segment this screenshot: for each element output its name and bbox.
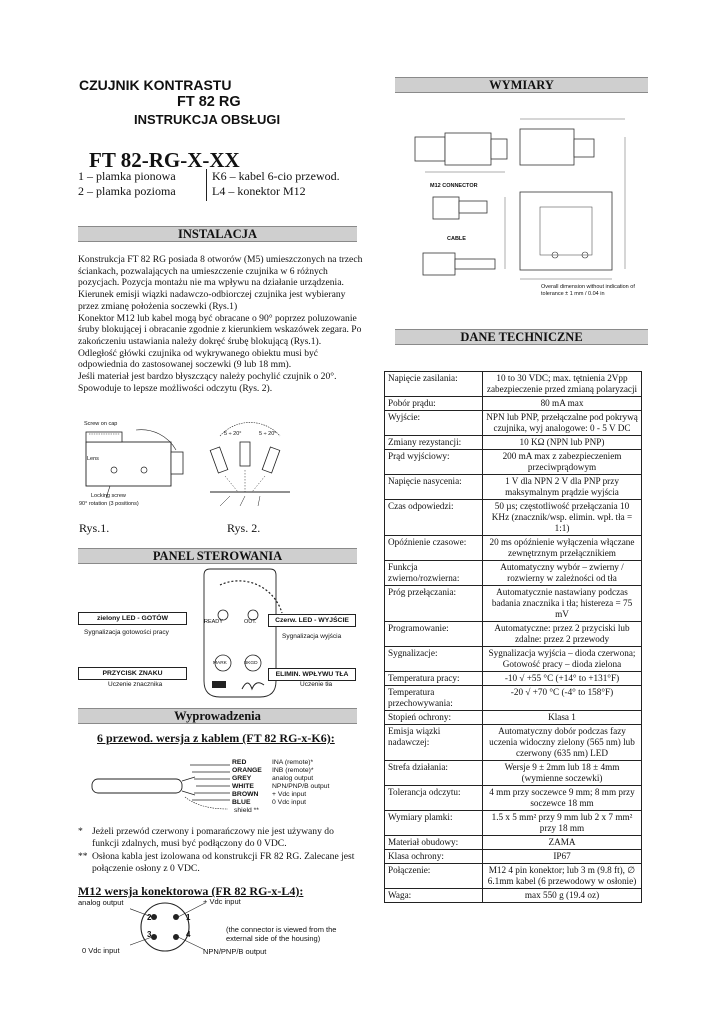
doc-title-2: FT 82 RG — [177, 94, 241, 110]
rys1-caption: Rys.1. — [79, 521, 110, 535]
instalacja-p1: Konstrukcja FT 82 RG posiada 8 otworów (M5) umieszczonych na trzech ściankach, pozwalających na umieszczenie czujnika w 6 różnych pozycjach. Pozycja montażu nie ma wpływu na działanie urządzenia. — [78, 254, 363, 289]
note-mark: * — [78, 826, 83, 837]
spec-value: 10 KΩ (NPN lub PNP) — [483, 436, 642, 450]
spec-table — [384, 371, 642, 903]
spec-label: Emisja wiązki nadawczej: — [385, 725, 483, 761]
spec-row — [385, 811, 642, 836]
section-instalacja: INSTALACJA — [78, 226, 357, 242]
rys2-angle-2: 5 ÷ 20° — [259, 431, 277, 437]
wire-function: + Vdc input — [272, 791, 307, 798]
rys1-lens-label: Lens — [87, 456, 99, 462]
spec-label: Czas odpowiedzi: — [385, 500, 483, 536]
rys1-rot-label: 90° rotation (3 positions) — [79, 501, 139, 507]
pin-1-label: 1 — [186, 913, 191, 922]
spec-row — [385, 436, 642, 450]
green-led-box: zielony LED - GOTÓW — [78, 612, 187, 625]
spec-label: Połączenie: — [385, 864, 483, 889]
spec-value: M12 4 pin konektor; lub 3 m (9.8 ft), ∅ 6.1mm kabel (6 przewodowy w osłonie) — [483, 864, 642, 889]
spec-row — [385, 711, 642, 725]
cable-heading: 6 przewod. wersja z kablem (FT 82 RG-x-K6): — [97, 731, 335, 745]
instalacja-p4: Odległość główki czujnika od wykrywanego obiektu musi być odpowiednia do zastosowanej soczewki (9 lub 18 mm). — [78, 347, 319, 371]
doc-title-3: INSTRUKCJA OBSŁUGI — [134, 112, 281, 127]
spec-row — [385, 372, 642, 397]
spec-value: Automatyczne: przez 2 przyciski lub zdalne: przez 2 przewody — [483, 622, 642, 647]
wire-row-white — [232, 783, 329, 791]
spec-label: Opóźnienie czasowe: — [385, 536, 483, 561]
spec-row — [385, 450, 642, 475]
spec-value: Klasa 1 — [483, 711, 642, 725]
spec-row — [385, 761, 642, 786]
spec-label: Zmiany rezystancji: — [385, 436, 483, 450]
variant-right-2: L4 – konektor M12 — [212, 184, 306, 198]
spec-value: 200 mA max z zabezpieczeniem przeciwprądowym — [483, 450, 642, 475]
spec-row — [385, 672, 642, 686]
section-dane: DANE TECHNICZNE — [395, 329, 648, 345]
instalacja-p5: Jeśli materiał jest bardzo błyszczący należy pochylić czujnik o 20°. Spowoduje to lepsze możliwości odczytu (Rys. 2). — [78, 371, 337, 394]
m12-zero-label: 0 Vdc input — [82, 946, 120, 955]
spec-value: 10 to 30 VDC; max. tętnienia 2Vpp zabezpieczenie przed zmianą polaryzacji — [483, 372, 642, 397]
cable-note-1 — [78, 826, 360, 849]
elim-desc: Uczenie tła — [300, 681, 333, 688]
spec-row — [385, 836, 642, 850]
m12-connector-label: M12 CONNECTOR — [430, 183, 478, 189]
model-code: FT 82-RG-X-XX — [89, 148, 240, 172]
tolerance-note: Overall dimension without indication of tolerance ± 1 mm / 0.04 in — [541, 284, 635, 297]
section-wymiary: WYMIARY — [395, 77, 648, 93]
spec-value: IP67 — [483, 850, 642, 864]
m12-analog-label: analog output — [78, 898, 124, 907]
spec-label: Napięcie nasycenia: — [385, 475, 483, 500]
pin-3-label: 3 — [147, 930, 152, 939]
spec-label: Napięcie zasilania: — [385, 372, 483, 397]
m12-note: (the connector is viewed from the external side of the housing) — [226, 925, 337, 943]
spec-value: 1 V dla NPN 2 V dla PNP przy maksymalnym prądzie wyjścia — [483, 475, 642, 500]
mark-key-desc: Uczenie znacznika — [108, 681, 163, 688]
spec-value: 4 mm przy soczewce 9 mm; 8 mm przy soczewce 18 mm — [483, 786, 642, 811]
wire-function: 0 Vdc input — [272, 799, 307, 806]
spec-label: Materiał obudowy: — [385, 836, 483, 850]
spec-label: Funkcja zwierno/rozwierna: — [385, 561, 483, 586]
instalacja-p2: Kierunek emisji wiązki nadawczo-odbiorczej czujnika jest wybierany przez zmianę położenia soczewki (Rys.1) — [78, 289, 346, 312]
m12-npn-label: NPN/PNP/B output — [203, 947, 267, 956]
wire-list — [232, 759, 329, 815]
spec-value: Automatycznie nastawiany podczas badania znacznika i tła; histereza = 75 mV — [483, 586, 642, 622]
variant-right — [206, 169, 340, 201]
dimension-drawing — [395, 97, 650, 307]
variant-right-1: K6 – kabel 6-cio przewod. — [212, 169, 340, 183]
wire-row-brown — [232, 791, 329, 799]
variant-left-2: 2 – plamka pozioma — [78, 184, 176, 198]
cable-note-2 — [78, 851, 360, 874]
spec-row — [385, 536, 642, 561]
spec-value: ZAMA — [483, 836, 642, 850]
note-text: Jeżeli przewód czerwony i pomarańczowy nie jest używany do funkcji zdalnych, musi być podłączony do 0 VDC. — [92, 826, 334, 849]
spec-row — [385, 411, 642, 436]
m12-vdc-label: + Vdc input — [203, 897, 241, 906]
spec-row — [385, 561, 642, 586]
variant-left-1: 1 – plamka pionowa — [78, 169, 176, 183]
wire-color: ORANGE — [232, 767, 262, 774]
rys2-angle-1: 5 ÷ 20° — [224, 431, 242, 437]
spec-label: Temperatura przechowywania: — [385, 686, 483, 711]
ready-label: READY — [204, 619, 223, 625]
spec-value: NPN lub PNP, przełączalne pod pokrywą czujnika, wyj analogowe: 0 - 5 V DC — [483, 411, 642, 436]
red-led-desc: Sygnalizacja wyjścia — [282, 633, 342, 640]
wire-color: BROWN — [232, 791, 259, 798]
wire-row-grey — [232, 775, 329, 783]
red-led-box: Czerw. LED - WYJŚCIE — [268, 614, 356, 627]
wire-color: GREY — [232, 775, 252, 782]
spec-value: Sygnalizacja wyjścia – dioda czerwona; Gotowość pracy – dioda zielona — [483, 647, 642, 672]
spec-label: Stopień ochrony: — [385, 711, 483, 725]
spec-row — [385, 397, 642, 411]
wire-color: BLUE — [232, 799, 251, 806]
spec-row — [385, 586, 642, 622]
m12-connector-drawing — [130, 900, 210, 960]
spec-row — [385, 850, 642, 864]
out-label: OUT. — [244, 619, 257, 625]
spec-value: Automatyczny dobór podczas fazy uczenia widoczny zielony (565 nm) lub czerwony (635 nm) LED — [483, 725, 642, 761]
spec-value: -20 √ +70 °C (-4° to 158°F) — [483, 686, 642, 711]
spec-value: 50 µs; częstotliwość przełączania 10 KHz (znacznik/wsp. elimin. wpł. tła = 1:1) — [483, 500, 642, 536]
spec-label: Sygnalizacje: — [385, 647, 483, 672]
spec-row — [385, 475, 642, 500]
shield-label: shield ** — [234, 807, 259, 814]
spec-label: Tolerancja odczytu: — [385, 786, 483, 811]
rys1-lock-label: Locking screw — [91, 493, 126, 499]
spec-value: -10 √ +55 °C (+14° to +131°F) — [483, 672, 642, 686]
spec-label: Strefa działania: — [385, 761, 483, 786]
spec-row — [385, 889, 642, 903]
wire-row-orange — [232, 767, 329, 775]
wire-color: RED — [232, 759, 247, 766]
spec-value: 20 ms opóźnienie wyłączenia włączane zewnętrznym przełącznikiem — [483, 536, 642, 561]
wire-row-blue — [232, 799, 329, 807]
pin-4-label: 4 — [186, 930, 191, 939]
spec-label: Temperatura pracy: — [385, 672, 483, 686]
green-led-desc: Sygnalizacja gotowości pracy — [84, 629, 169, 636]
cable-label: CABLE — [447, 236, 466, 242]
wire-function: analog output — [272, 775, 314, 782]
variant-left — [78, 169, 207, 201]
mark-key-box: PRZYCISK ZNAKU — [78, 667, 187, 680]
sensor-body-drawing — [86, 442, 171, 486]
spec-label: Wyjście: — [385, 411, 483, 436]
spec-row — [385, 686, 642, 711]
spec-label: Waga: — [385, 889, 483, 903]
wire-function: INA (remote)* — [272, 759, 314, 766]
spec-value: Automatyczny wybór – zwierny / rozwierny w zależności od tła — [483, 561, 642, 586]
m12-heading: M12 wersja konektorowa (FR 82 RG-x-L4): — [78, 884, 304, 898]
spec-row — [385, 647, 642, 672]
wire-function: INB (remote)* — [272, 767, 314, 774]
spec-label: Wymiary plamki: — [385, 811, 483, 836]
rys2-caption: Rys. 2. — [227, 521, 261, 535]
rys1-screw-label: Screw on cap — [84, 421, 118, 427]
spec-row — [385, 622, 642, 647]
control-panel-drawing — [190, 565, 290, 705]
note-text: Osłona kabla jest izolowana od konstrukcji FR 82 RG. Zalecane jest połączenie osłony z 0 VDC. — [92, 851, 355, 874]
mark-symbol-icon — [212, 681, 226, 688]
spec-label: Programowanie: — [385, 622, 483, 647]
mark-label: MARK — [213, 661, 227, 666]
bkgd-label: BKGD — [244, 661, 258, 666]
wire-function: NPN/PNP/B output — [272, 783, 330, 790]
doc-title-1: CZUJNIK KONTRASTU — [79, 77, 232, 93]
spec-value: max 550 g (19.4 oz) — [483, 889, 642, 903]
spec-value: Wersje 9 ± 2mm lub 18 ± 4mm (wymienne soczewki) — [483, 761, 642, 786]
spec-label: Prąd wyjściowy: — [385, 450, 483, 475]
spec-value: 80 mA max — [483, 397, 642, 411]
instalacja-text — [78, 254, 365, 394]
spec-label: Pobór prądu: — [385, 397, 483, 411]
spec-label: Próg przełączania: — [385, 586, 483, 622]
spec-label: Klasa ochrony: — [385, 850, 483, 864]
screw-cap-drawing — [86, 432, 122, 442]
wire-color: WHITE — [232, 783, 254, 790]
spec-row — [385, 786, 642, 811]
note-mark: ** — [78, 851, 88, 862]
spec-row — [385, 500, 642, 536]
pin-2-label: 2 — [147, 913, 152, 922]
section-panel: PANEL STEROWANIA — [78, 548, 357, 564]
elim-box: ELIMIN. WPŁYWU TŁA — [268, 668, 356, 681]
spec-row — [385, 725, 642, 761]
spec-value: 1.5 x 5 mm² przy 9 mm lub 2 x 7 mm² przy 18 mm — [483, 811, 642, 836]
cable-drawing — [90, 757, 230, 817]
figure-rys2 — [200, 422, 300, 512]
wire-row-red — [232, 759, 329, 767]
spec-row — [385, 864, 642, 889]
section-wyprowadzenia: Wyprowadzenia — [78, 708, 357, 724]
instalacja-p3: Konektor M12 lub kabel mogą być obracane o 90° poprzez poluzowanie śruby blokującej i obracanie zgodnie z kierunkiem wskazówek zegara. Po zakończeniu ustawiania należy dokręć śrubę blokującą (Rys.1). — [78, 312, 362, 347]
